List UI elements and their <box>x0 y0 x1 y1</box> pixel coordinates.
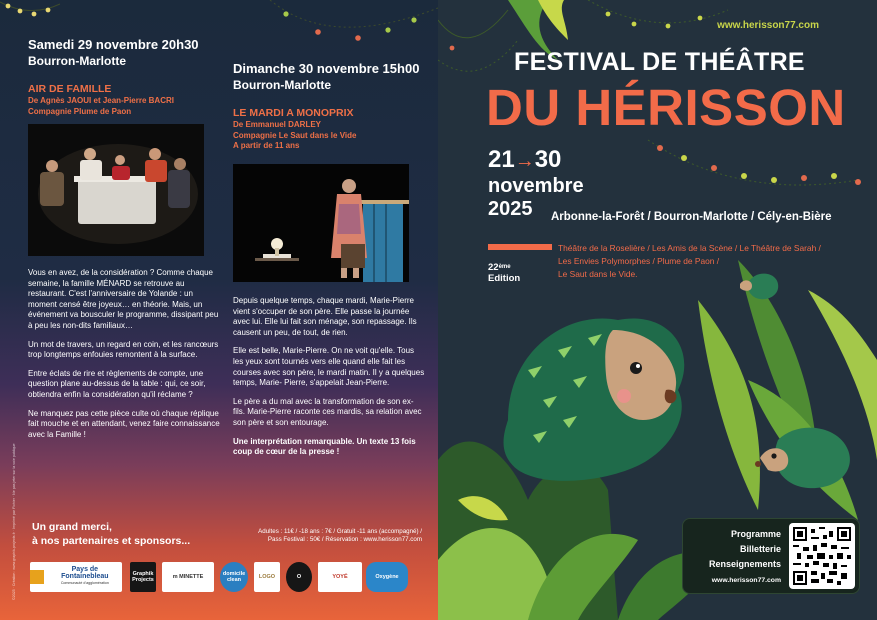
qr-code <box>789 523 855 589</box>
date-month: novembre <box>488 175 584 197</box>
show-1-header <box>28 36 218 117</box>
show-2-date: Dimanche 30 novembre 15h00 <box>233 61 420 76</box>
logo-yoye: YOYÉ <box>318 562 362 592</box>
edition-number: 22 <box>488 262 499 273</box>
program-inside-panel <box>0 0 438 620</box>
logo-oxygene: Oxygène <box>366 562 408 592</box>
stage-photo-family-dinner <box>28 124 204 256</box>
program-cover-panel <box>438 0 877 620</box>
show-2-paragraph: Le père a du mal avec la transformation de son ex-fils. Marie-Pierre raconte ces mardis, sa relation avec son père et son entourage. <box>233 396 422 427</box>
edition-word: Edition <box>488 273 521 284</box>
info-lines <box>689 527 781 572</box>
show-2-photo <box>233 164 409 282</box>
pricing-info <box>222 528 422 544</box>
qr-code-icon <box>793 527 851 585</box>
festival-dates <box>488 146 584 221</box>
info-renseignements: Renseignements <box>708 559 781 569</box>
show-2-age: A partir de 11 ans <box>233 141 300 150</box>
logo-text: Pays de Fontainebleau <box>61 566 109 580</box>
troupes-line-2: Les Envies Polymorphes / Plume de Paon / <box>558 256 720 266</box>
logo-partner: LOGO <box>254 562 280 592</box>
edition-suffix: ème <box>498 264 511 270</box>
show-2-description <box>233 296 425 466</box>
logo-circle-partner: O <box>286 562 312 592</box>
pricing-line-2: Pass Festival : 50€ / Réservation : www.herisson77.com <box>267 536 422 543</box>
thanks-line-2: à nos partenaires et sponsors... <box>32 535 191 547</box>
show-1-title: AIR DE FAMILLE <box>28 83 112 95</box>
festival-towns: Arbonne-la-Forêt / Bourron-Marlotte / Cély-en-Bière <box>551 211 832 223</box>
show-1-date: Samedi 29 novembre 20h30 <box>28 37 199 52</box>
show-1-paragraph: Un mot de travers, un regard en coin, et les rancœurs trop longtemps enfouies remontent à la surface. <box>28 339 219 360</box>
logo-subtext: Communauté d'agglomération <box>60 581 109 586</box>
festival-title: FESTIVAL DE THÉÂTRE <box>514 48 805 76</box>
date-range <box>488 146 584 175</box>
show-1-place: Bourron-Marlotte <box>28 54 126 68</box>
show-2-company: Compagnie Le Saut dans le Vide <box>233 130 357 140</box>
sponsors-thanks <box>32 520 190 548</box>
thanks-line-1: Un grand merci, <box>32 521 112 533</box>
show-2-place: Bourron-Marlotte <box>233 78 331 92</box>
pricing-line-1: Adultes : 11€ / -18 ans : 7€ / Gratuit -11 ans (accompagné) / <box>258 528 422 535</box>
print-credit: ©2025 · Création : www.graphik-projects.fr · Imprimé par Fichier · Ne pas jeter sur la voie publique <box>12 443 16 600</box>
accent-bar <box>488 244 552 250</box>
show-2-paragraph: Elle est belle, Marie-Pierre. On ne voit qu'elle. Tous les yeux sont tournés vers elle quand elle fait les courses avec son père, le mardi matin. Il y a quelques temps, Marie- Pierre, s'appelait Jean-Pierre. <box>233 346 425 388</box>
logo-domicile-clean: domicile clean <box>220 562 248 592</box>
show-2-paragraph: Une interprétation remarquable. Un texte 13 fois coup de cœur de la presse ! <box>233 436 416 457</box>
fontainebleau-emblem-icon <box>30 570 44 584</box>
show-1-company: Compagnie Plume de Paon <box>28 106 132 116</box>
show-1-description <box>28 268 220 448</box>
show-1-photo <box>28 124 204 256</box>
show-2-header <box>233 60 423 152</box>
sponsor-logos <box>30 562 410 596</box>
logo-minette: m MINETTE <box>162 562 214 592</box>
show-1-paragraph: Vous en avez, de la considération ? Comme chaque semaine, la famille MÉNARD se retrouve au restaurant. C'est l'anniversaire de Yolande : un moment censé être joyeux… en théorie. Mais, un événement va bousculer le programme, dissipant peu à peu les non-dits familiaux… <box>28 268 219 330</box>
festival-name: DU HÉRISSON <box>486 79 846 136</box>
arrow-right-icon: → <box>514 150 535 172</box>
date-start: 21 <box>488 146 515 173</box>
date-end: 30 <box>534 146 562 173</box>
troupes-line-1: Théâtre de la Roselière / Les Amis de la Scène / Le Théâtre de Sarah / <box>558 243 821 253</box>
show-1-authors: De Agnès JAOUI et Jean-Pierre BACRI <box>28 96 174 105</box>
info-programme: Programme <box>730 529 781 539</box>
info-billetterie: Billetterie <box>739 544 781 554</box>
show-2-authors: De Emmanuel DARLEY <box>233 120 322 129</box>
date-year: 2025 <box>488 198 533 220</box>
show-2-paragraph: Depuis quelque temps, chaque mardi, Marie-Pierre vient s'occuper de son père. Elle passe la journée avec lui. Elle lui fait son ménage, son repassage. Ils causent un peu, de tout, de rien. <box>233 296 417 337</box>
info-box <box>682 518 860 594</box>
stage-photo-actress <box>233 164 409 282</box>
logo-pays-de-fontainebleau <box>30 562 122 592</box>
show-2-title: LE MARDI A MONOPRIX <box>233 107 354 119</box>
logo-graphik-projects: Graphik Projects <box>130 562 156 592</box>
show-1-paragraph: Ne manquez pas cette pièce culte où chaque réplique fait mouche et en attendant, venez faire connaissance avec la Famille ! <box>28 408 220 439</box>
info-website: www.herisson77.com <box>711 577 781 584</box>
troupes-line-3: Le Saut dans le Vide. <box>558 269 638 279</box>
show-1-paragraph: Entre éclats de rire et règlements de compte, une question plane au-dessus de la table : qui, ce soir, obtiendra enfin la considération qu'il réclame ? <box>28 368 206 399</box>
website-url: www.herisson77.com <box>717 20 819 31</box>
